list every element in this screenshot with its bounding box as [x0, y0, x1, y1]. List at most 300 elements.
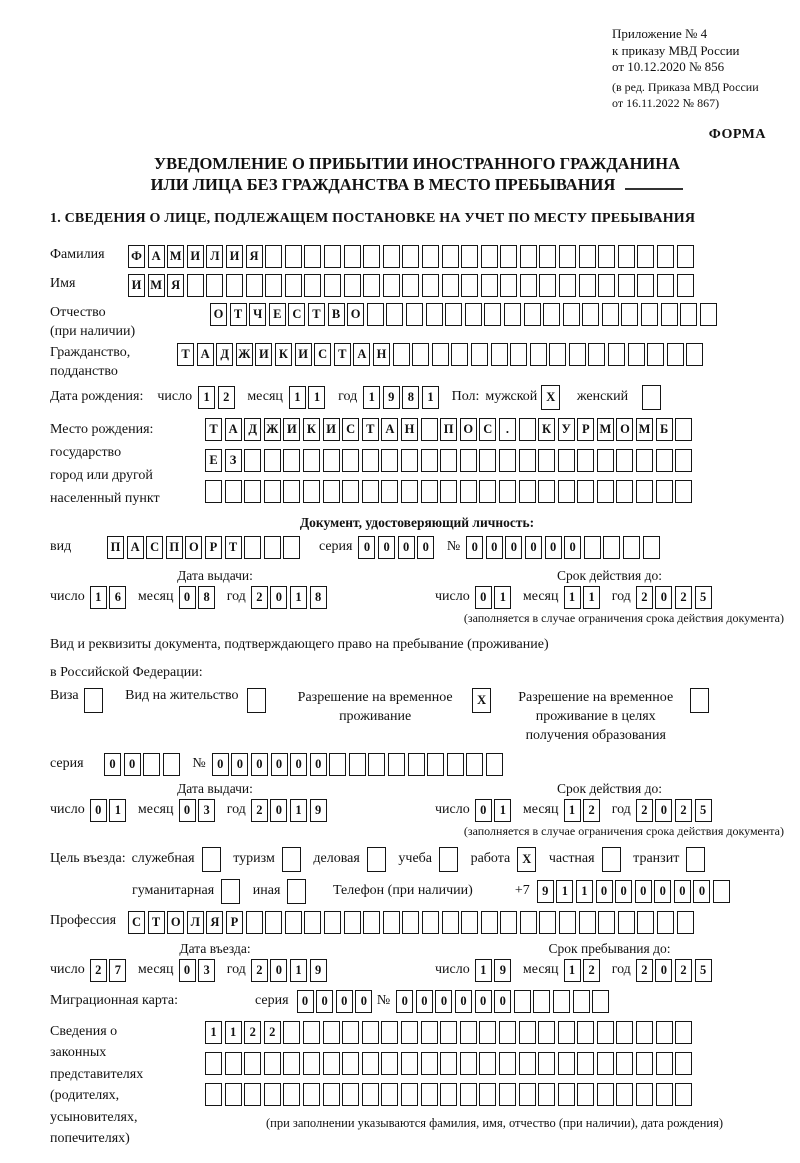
char-cell[interactable]: 0 [271, 753, 288, 776]
char-cell[interactable] [584, 536, 601, 559]
char-cell[interactable] [577, 449, 594, 472]
identity-issue-year-input[interactable] [251, 586, 329, 609]
char-cell[interactable]: 7 [109, 959, 126, 982]
char-cell[interactable] [381, 1021, 398, 1044]
char-cell[interactable] [538, 449, 555, 472]
char-cell[interactable]: 0 [615, 880, 632, 903]
birthplace-input-row-1[interactable] [205, 418, 695, 441]
char-cell[interactable] [675, 1083, 692, 1106]
char-cell[interactable] [422, 245, 439, 268]
char-cell[interactable]: Ч [249, 303, 266, 326]
char-cell[interactable] [499, 480, 516, 503]
char-cell[interactable]: 0 [270, 959, 287, 982]
char-cell[interactable]: 9 [310, 799, 327, 822]
surname-input[interactable] [128, 245, 696, 268]
char-cell[interactable]: 0 [655, 959, 672, 982]
char-cell[interactable] [598, 274, 615, 297]
char-cell[interactable] [401, 1083, 418, 1106]
char-cell[interactable]: К [275, 343, 292, 366]
char-cell[interactable] [225, 1052, 242, 1075]
char-cell[interactable]: 1 [583, 586, 600, 609]
char-cell[interactable] [700, 303, 717, 326]
char-cell[interactable] [602, 303, 619, 326]
char-cell[interactable]: Л [206, 245, 223, 268]
char-cell[interactable] [445, 303, 462, 326]
char-cell[interactable] [362, 449, 379, 472]
char-cell[interactable] [519, 418, 536, 441]
temp-residence-checkbox[interactable] [472, 688, 494, 713]
char-cell[interactable] [202, 847, 221, 872]
char-cell[interactable] [367, 303, 384, 326]
sex-female-checkbox[interactable] [642, 385, 664, 410]
char-cell[interactable] [421, 449, 438, 472]
char-cell[interactable] [479, 1052, 496, 1075]
char-cell[interactable] [603, 536, 620, 559]
char-cell[interactable]: 1 [494, 799, 511, 822]
char-cell[interactable] [592, 990, 609, 1013]
char-cell[interactable]: Т [148, 911, 165, 934]
char-cell[interactable]: Т [177, 343, 194, 366]
char-cell[interactable] [265, 245, 282, 268]
char-cell[interactable]: О [210, 303, 227, 326]
char-cell[interactable]: 0 [290, 753, 307, 776]
char-cell[interactable] [597, 1052, 614, 1075]
char-cell[interactable]: 5 [695, 959, 712, 982]
char-cell[interactable]: 0 [655, 799, 672, 822]
char-cell[interactable]: Б [656, 418, 673, 441]
char-cell[interactable] [621, 303, 638, 326]
char-cell[interactable] [383, 274, 400, 297]
char-cell[interactable] [602, 847, 621, 872]
char-cell[interactable]: 2 [251, 799, 268, 822]
char-cell[interactable]: Р [577, 418, 594, 441]
char-cell[interactable] [579, 245, 596, 268]
char-cell[interactable] [205, 480, 222, 503]
char-cell[interactable] [383, 245, 400, 268]
char-cell[interactable]: . [499, 418, 516, 441]
char-cell[interactable] [426, 303, 443, 326]
char-cell[interactable]: 6 [109, 586, 126, 609]
char-cell[interactable]: О [185, 536, 202, 559]
char-cell[interactable] [520, 274, 537, 297]
char-cell[interactable] [381, 449, 398, 472]
char-cell[interactable]: 0 [455, 990, 472, 1013]
char-cell[interactable]: 1 [205, 1021, 222, 1044]
char-cell[interactable] [304, 245, 321, 268]
char-cell[interactable]: 0 [654, 880, 671, 903]
char-cell[interactable] [283, 1083, 300, 1106]
char-cell[interactable] [287, 879, 306, 904]
char-cell[interactable]: 0 [270, 799, 287, 822]
residence-series-input[interactable] [104, 753, 182, 776]
char-cell[interactable]: 1 [556, 880, 573, 903]
char-cell[interactable] [466, 753, 483, 776]
char-cell[interactable] [303, 480, 320, 503]
purpose-private-checkbox[interactable] [602, 847, 624, 872]
char-cell[interactable]: 2 [583, 959, 600, 982]
char-cell[interactable]: Н [401, 418, 418, 441]
char-cell[interactable] [264, 536, 281, 559]
char-cell[interactable] [304, 274, 321, 297]
char-cell[interactable]: X [541, 385, 560, 410]
char-cell[interactable]: Я [246, 245, 263, 268]
entry-day-input[interactable] [90, 959, 129, 982]
char-cell[interactable] [421, 418, 438, 441]
char-cell[interactable] [520, 911, 537, 934]
char-cell[interactable]: Н [373, 343, 390, 366]
char-cell[interactable]: 1 [290, 959, 307, 982]
char-cell[interactable] [323, 449, 340, 472]
char-cell[interactable] [616, 1083, 633, 1106]
char-cell[interactable] [368, 753, 385, 776]
char-cell[interactable]: 8 [402, 386, 419, 409]
char-cell[interactable] [573, 990, 590, 1013]
char-cell[interactable]: 1 [198, 386, 215, 409]
char-cell[interactable] [579, 274, 596, 297]
char-cell[interactable] [388, 753, 405, 776]
char-cell[interactable] [577, 1021, 594, 1044]
char-cell[interactable]: О [347, 303, 364, 326]
char-cell[interactable] [530, 343, 547, 366]
residence-number-input[interactable] [212, 753, 506, 776]
char-cell[interactable] [623, 536, 640, 559]
sex-male-checkbox[interactable] [541, 385, 563, 410]
char-cell[interactable]: 1 [290, 799, 307, 822]
char-cell[interactable] [558, 1083, 575, 1106]
char-cell[interactable]: 0 [231, 753, 248, 776]
char-cell[interactable] [486, 753, 503, 776]
char-cell[interactable] [460, 480, 477, 503]
residence-issue-day-input[interactable] [90, 799, 129, 822]
char-cell[interactable]: 0 [310, 753, 327, 776]
char-cell[interactable] [636, 480, 653, 503]
char-cell[interactable] [303, 1021, 320, 1044]
char-cell[interactable] [408, 753, 425, 776]
char-cell[interactable]: 2 [636, 799, 653, 822]
char-cell[interactable] [538, 480, 555, 503]
char-cell[interactable]: 0 [494, 990, 511, 1013]
char-cell[interactable]: 2 [90, 959, 107, 982]
char-cell[interactable]: Т [230, 303, 247, 326]
stay-year-input[interactable] [636, 959, 714, 982]
char-cell[interactable] [597, 449, 614, 472]
char-cell[interactable] [401, 1021, 418, 1044]
char-cell[interactable]: 8 [198, 586, 215, 609]
char-cell[interactable] [247, 688, 266, 713]
char-cell[interactable] [618, 245, 635, 268]
char-cell[interactable] [367, 847, 386, 872]
char-cell[interactable] [342, 449, 359, 472]
char-cell[interactable]: 0 [466, 536, 483, 559]
char-cell[interactable] [543, 303, 560, 326]
char-cell[interactable]: 2 [636, 959, 653, 982]
char-cell[interactable] [514, 990, 531, 1013]
char-cell[interactable] [499, 1083, 516, 1106]
char-cell[interactable]: 1 [290, 586, 307, 609]
char-cell[interactable]: П [440, 418, 457, 441]
char-cell[interactable] [402, 911, 419, 934]
birth-year-input[interactable] [363, 386, 441, 409]
char-cell[interactable] [460, 449, 477, 472]
doc-kind-input[interactable] [107, 536, 303, 559]
char-cell[interactable] [440, 1083, 457, 1106]
char-cell[interactable] [344, 245, 361, 268]
char-cell[interactable]: X [517, 847, 536, 872]
char-cell[interactable]: 0 [355, 990, 372, 1013]
char-cell[interactable] [421, 1052, 438, 1075]
char-cell[interactable] [481, 274, 498, 297]
char-cell[interactable] [422, 274, 439, 297]
char-cell[interactable]: 2 [218, 386, 235, 409]
char-cell[interactable] [304, 911, 321, 934]
birthplace-input-row-2[interactable] [205, 449, 695, 472]
char-cell[interactable] [226, 274, 243, 297]
char-cell[interactable] [205, 1083, 222, 1106]
char-cell[interactable]: 0 [358, 536, 375, 559]
char-cell[interactable]: 1 [576, 880, 593, 903]
char-cell[interactable]: М [148, 274, 165, 297]
char-cell[interactable] [386, 303, 403, 326]
char-cell[interactable] [427, 753, 444, 776]
purpose-work-checkbox[interactable] [517, 847, 539, 872]
char-cell[interactable]: 1 [475, 959, 492, 982]
char-cell[interactable] [342, 1052, 359, 1075]
doc-series-input[interactable] [358, 536, 436, 559]
char-cell[interactable]: 0 [417, 536, 434, 559]
char-cell[interactable] [442, 245, 459, 268]
char-cell[interactable] [577, 480, 594, 503]
char-cell[interactable] [362, 1021, 379, 1044]
char-cell[interactable]: Д [244, 418, 261, 441]
char-cell[interactable] [285, 245, 302, 268]
char-cell[interactable] [519, 1052, 536, 1075]
char-cell[interactable] [539, 274, 556, 297]
char-cell[interactable] [675, 1052, 692, 1075]
char-cell[interactable] [597, 1083, 614, 1106]
char-cell[interactable] [460, 1052, 477, 1075]
char-cell[interactable] [440, 1052, 457, 1075]
char-cell[interactable]: О [460, 418, 477, 441]
char-cell[interactable]: 0 [635, 880, 652, 903]
patronymic-input[interactable] [210, 303, 719, 326]
char-cell[interactable]: 0 [90, 799, 107, 822]
char-cell[interactable]: С [342, 418, 359, 441]
char-cell[interactable] [637, 245, 654, 268]
char-cell[interactable]: Я [206, 911, 223, 934]
char-cell[interactable] [421, 1083, 438, 1106]
char-cell[interactable] [324, 274, 341, 297]
char-cell[interactable]: 1 [564, 959, 581, 982]
char-cell[interactable]: Я [167, 274, 184, 297]
char-cell[interactable] [538, 1052, 555, 1075]
char-cell[interactable] [283, 449, 300, 472]
stay-month-input[interactable] [564, 959, 603, 982]
char-cell[interactable] [401, 480, 418, 503]
char-cell[interactable] [656, 1083, 673, 1106]
char-cell[interactable]: 0 [435, 990, 452, 1013]
birth-month-input[interactable] [289, 386, 328, 409]
char-cell[interactable] [563, 303, 580, 326]
char-cell[interactable]: И [128, 274, 145, 297]
char-cell[interactable] [577, 1052, 594, 1075]
char-cell[interactable]: П [107, 536, 124, 559]
char-cell[interactable]: 1 [422, 386, 439, 409]
char-cell[interactable] [225, 480, 242, 503]
char-cell[interactable]: 0 [297, 990, 314, 1013]
char-cell[interactable] [616, 1021, 633, 1044]
char-cell[interactable] [163, 753, 180, 776]
char-cell[interactable]: 9 [494, 959, 511, 982]
char-cell[interactable] [504, 303, 521, 326]
char-cell[interactable] [460, 1083, 477, 1106]
entry-month-input[interactable] [179, 959, 218, 982]
char-cell[interactable] [656, 480, 673, 503]
char-cell[interactable] [588, 343, 605, 366]
char-cell[interactable] [510, 343, 527, 366]
char-cell[interactable]: 1 [90, 586, 107, 609]
char-cell[interactable]: А [197, 343, 214, 366]
char-cell[interactable] [344, 911, 361, 934]
char-cell[interactable] [401, 449, 418, 472]
char-cell[interactable] [342, 1021, 359, 1044]
char-cell[interactable]: К [303, 418, 320, 441]
char-cell[interactable] [686, 847, 705, 872]
temp-residence-education-checkbox[interactable] [690, 688, 712, 713]
char-cell[interactable]: 2 [675, 586, 692, 609]
char-cell[interactable]: Т [205, 418, 222, 441]
char-cell[interactable] [283, 536, 300, 559]
char-cell[interactable] [677, 274, 694, 297]
char-cell[interactable] [616, 449, 633, 472]
char-cell[interactable]: 1 [564, 586, 581, 609]
char-cell[interactable] [246, 274, 263, 297]
char-cell[interactable]: 2 [264, 1021, 281, 1044]
char-cell[interactable] [244, 1083, 261, 1106]
char-cell[interactable] [616, 1052, 633, 1075]
char-cell[interactable] [500, 245, 517, 268]
char-cell[interactable] [244, 1052, 261, 1075]
char-cell[interactable] [479, 1021, 496, 1044]
char-cell[interactable] [538, 1083, 555, 1106]
char-cell[interactable]: У [558, 418, 575, 441]
char-cell[interactable] [519, 449, 536, 472]
char-cell[interactable]: 0 [251, 753, 268, 776]
citizenship-input[interactable] [177, 343, 706, 366]
char-cell[interactable]: Т [334, 343, 351, 366]
char-cell[interactable] [225, 1083, 242, 1106]
char-cell[interactable] [244, 480, 261, 503]
char-cell[interactable] [461, 245, 478, 268]
char-cell[interactable] [440, 1021, 457, 1044]
char-cell[interactable] [558, 449, 575, 472]
purpose-transit-checkbox[interactable] [686, 847, 708, 872]
representatives-input-row-2[interactable] [205, 1052, 695, 1075]
entry-year-input[interactable] [251, 959, 329, 982]
char-cell[interactable] [264, 1052, 281, 1075]
char-cell[interactable] [481, 911, 498, 934]
char-cell[interactable]: 3 [198, 799, 215, 822]
char-cell[interactable] [657, 911, 674, 934]
char-cell[interactable] [657, 245, 674, 268]
char-cell[interactable] [461, 274, 478, 297]
char-cell[interactable]: М [636, 418, 653, 441]
char-cell[interactable]: З [225, 449, 242, 472]
char-cell[interactable]: Р [205, 536, 222, 559]
char-cell[interactable] [577, 1083, 594, 1106]
char-cell[interactable]: Ж [264, 418, 281, 441]
char-cell[interactable] [381, 1083, 398, 1106]
char-cell[interactable]: С [128, 911, 145, 934]
char-cell[interactable] [500, 274, 517, 297]
char-cell[interactable] [579, 911, 596, 934]
purpose-other-checkbox[interactable] [287, 879, 309, 904]
char-cell[interactable] [538, 1021, 555, 1044]
purpose-tourism-checkbox[interactable] [282, 847, 304, 872]
char-cell[interactable] [636, 449, 653, 472]
char-cell[interactable]: М [167, 245, 184, 268]
char-cell[interactable] [643, 536, 660, 559]
char-cell[interactable]: Ф [128, 245, 145, 268]
char-cell[interactable] [637, 274, 654, 297]
char-cell[interactable] [206, 274, 223, 297]
representatives-input-row-1[interactable] [205, 1021, 695, 1044]
char-cell[interactable] [383, 911, 400, 934]
char-cell[interactable] [618, 911, 635, 934]
char-cell[interactable]: О [167, 911, 184, 934]
char-cell[interactable]: 1 [109, 799, 126, 822]
char-cell[interactable]: 0 [655, 586, 672, 609]
char-cell[interactable]: А [381, 418, 398, 441]
char-cell[interactable]: 0 [316, 990, 333, 1013]
char-cell[interactable]: 0 [124, 753, 141, 776]
char-cell[interactable]: 2 [583, 799, 600, 822]
char-cell[interactable]: 0 [475, 990, 492, 1013]
migration-series-input[interactable] [297, 990, 375, 1013]
char-cell[interactable]: X [472, 688, 491, 713]
identity-expiry-month-input[interactable] [564, 586, 603, 609]
char-cell[interactable]: А [353, 343, 370, 366]
char-cell[interactable]: С [314, 343, 331, 366]
char-cell[interactable]: 0 [596, 880, 613, 903]
char-cell[interactable] [381, 1052, 398, 1075]
char-cell[interactable] [499, 1052, 516, 1075]
char-cell[interactable] [363, 274, 380, 297]
char-cell[interactable] [362, 480, 379, 503]
char-cell[interactable]: 0 [396, 990, 413, 1013]
char-cell[interactable]: И [283, 418, 300, 441]
char-cell[interactable]: 0 [179, 959, 196, 982]
char-cell[interactable] [558, 480, 575, 503]
identity-expiry-day-input[interactable] [475, 586, 514, 609]
char-cell[interactable] [481, 245, 498, 268]
char-cell[interactable] [440, 480, 457, 503]
char-cell[interactable] [442, 274, 459, 297]
char-cell[interactable] [597, 480, 614, 503]
char-cell[interactable] [675, 480, 692, 503]
char-cell[interactable]: 0 [475, 799, 492, 822]
char-cell[interactable] [491, 343, 508, 366]
char-cell[interactable] [439, 847, 458, 872]
char-cell[interactable]: С [146, 536, 163, 559]
char-cell[interactable]: 0 [336, 990, 353, 1013]
char-cell[interactable]: 0 [179, 799, 196, 822]
char-cell[interactable]: 9 [383, 386, 400, 409]
char-cell[interactable]: П [166, 536, 183, 559]
char-cell[interactable] [656, 449, 673, 472]
char-cell[interactable] [265, 274, 282, 297]
char-cell[interactable] [285, 274, 302, 297]
residence-expiry-year-input[interactable] [636, 799, 714, 822]
